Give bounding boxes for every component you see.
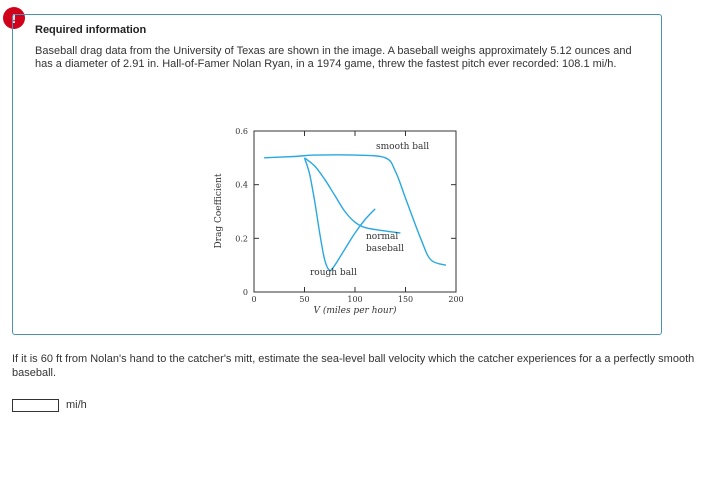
x-tick-label: 100 (347, 295, 363, 304)
drag-coefficient-figure (196, 118, 486, 318)
y-tick-label: 0 (242, 288, 248, 297)
rough-ball-curve (305, 158, 376, 271)
x-tick-label: 200 (448, 295, 464, 304)
x-tick-label: 50 (299, 295, 310, 304)
answer-unit-label: mi/h (66, 399, 87, 411)
normal-baseball-curve (305, 158, 401, 233)
label-smooth-ball: smooth ball (376, 142, 430, 152)
required-information-title: Required information (35, 24, 147, 36)
label-baseball: baseball (366, 244, 404, 254)
x-tick-label: 150 (397, 295, 414, 304)
drag-coefficient-chart (196, 118, 486, 318)
y-axis-label: Drag Coefficient (214, 173, 224, 249)
y-tick-label: 0.4 (235, 180, 248, 190)
y-tick-label: 0.6 (235, 127, 248, 136)
x-axis-label: V (miles per hour) (313, 306, 397, 316)
label-normal: normal (366, 232, 399, 242)
label-rough-ball: rough ball (310, 268, 357, 278)
x-tick-label: 0 (251, 295, 257, 304)
question-text: If it is 60 ft from Nolan's hand to the catcher's mitt, estimate the sea-level ball velocity which the catcher experiences for a a perfectly smooth baseball. (12, 353, 695, 379)
velocity-answer-input[interactable] (12, 399, 59, 412)
y-tick-label: 0.2 (235, 234, 248, 244)
alert-icon: ! (3, 7, 25, 29)
required-information-text: Baseball drag data from the University of Texas are shown in the image. A baseball weighs approximately 5.12 ounces and has a diameter of 2.91 in. Hall-of-Famer Nolan Ryan, in a 1974 game, threw the fastest pitch ever recorded: 108.1 mi/h. (35, 45, 632, 70)
smooth-ball-curve (264, 155, 446, 265)
